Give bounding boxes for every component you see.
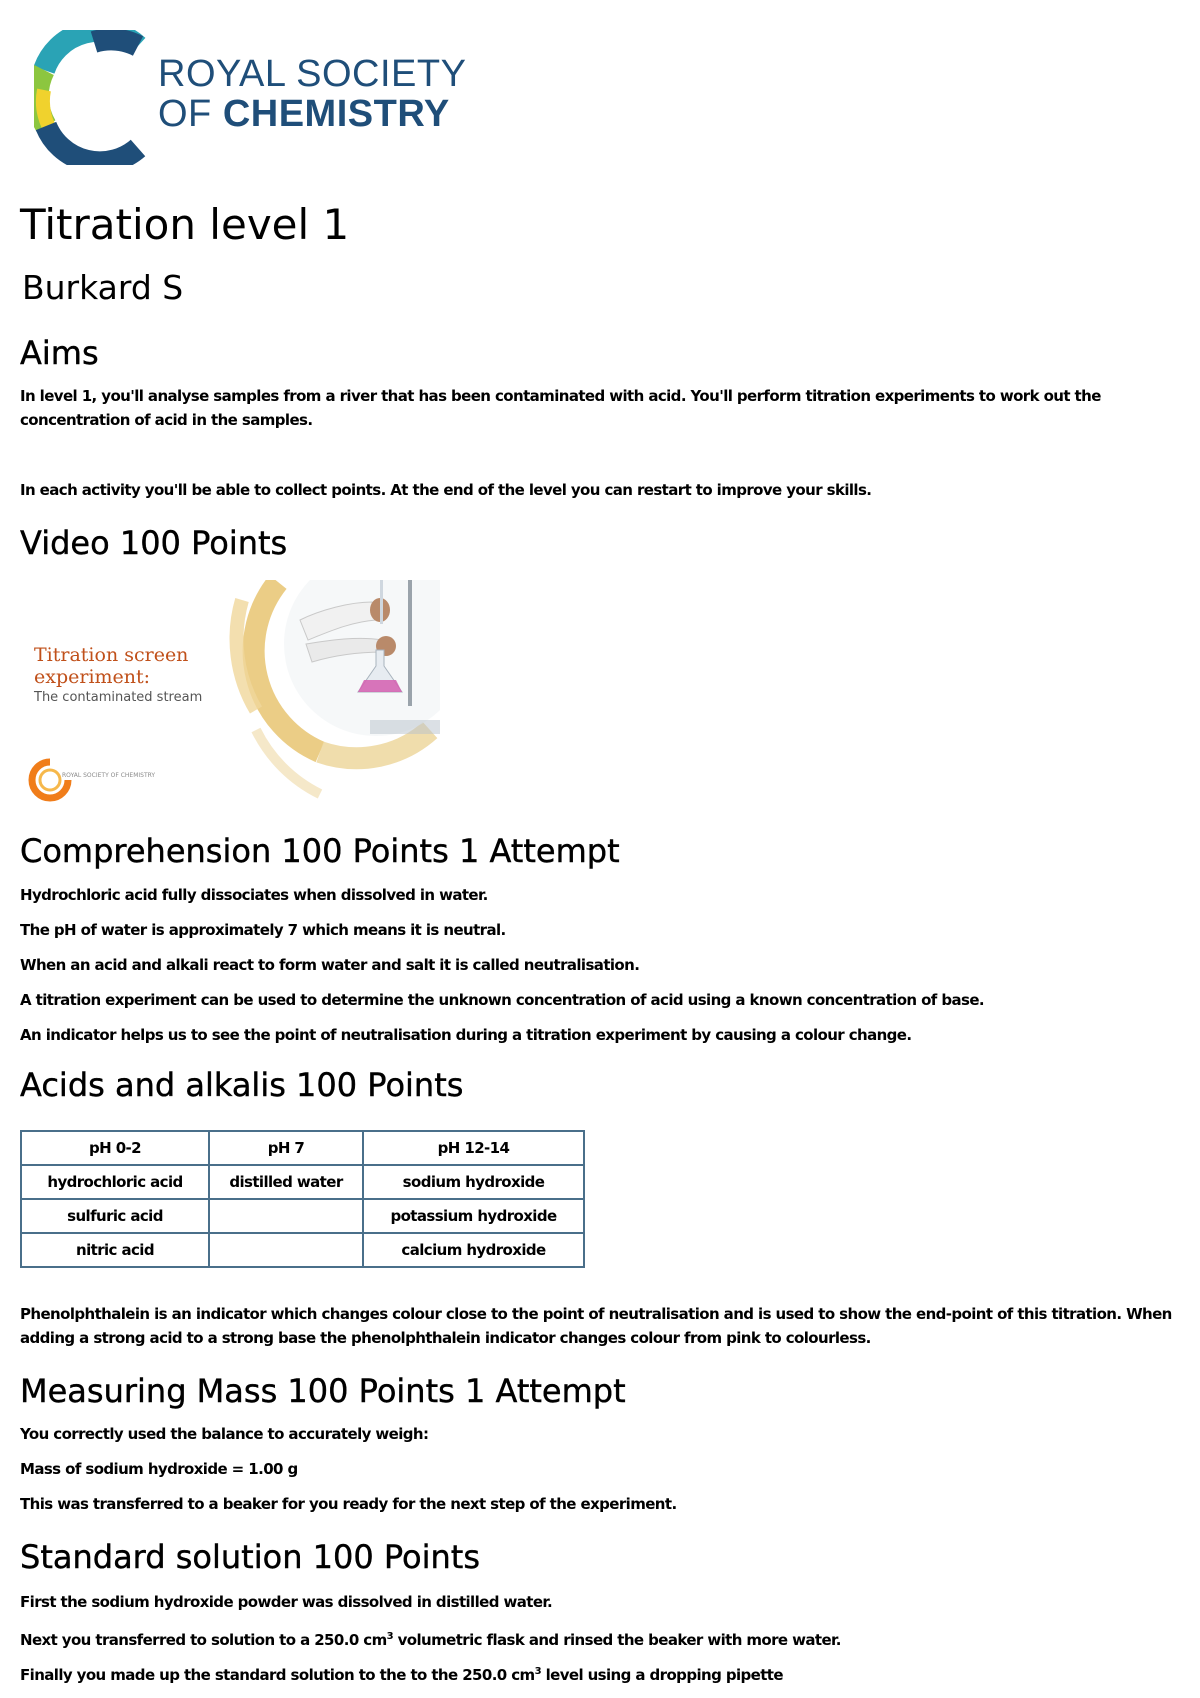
video-thumb-title: Titration screen experiment: [34, 644, 189, 688]
standard-line-3-text-b: level using a dropping pipette [540, 1666, 783, 1684]
table-row [21, 1199, 584, 1233]
acids-alkalis-table [20, 1130, 585, 1268]
table-cell: sulfuric acid [21, 1199, 209, 1233]
standard-line-2 [20, 1625, 841, 1652]
standard-line-2-text-a: Next you transferred to solution to a 250.0 cm [20, 1631, 387, 1649]
standard-solution-heading: Standard solution 100 Points [20, 1538, 481, 1576]
video-thumb-logo-text: ROYAL SOCIETY OF CHEMISTRY [62, 772, 156, 779]
aims-heading: Aims [20, 334, 99, 372]
aims-paragraph-2: In each activity you'll be able to collect points. At the end of the level you can restart to improve your skills. [20, 481, 872, 499]
page-title: Titration level 1 [20, 200, 350, 249]
mass-heading: Measuring Mass 100 Points 1 Attempt [20, 1372, 626, 1410]
table-cell [209, 1199, 363, 1233]
superscript: 3 [534, 1666, 541, 1677]
table-cell: potassium hydroxide [363, 1199, 584, 1233]
mass-line-1: You correctly used the balance to accurately weigh: [20, 1425, 429, 1443]
logo-line-2 [158, 94, 466, 134]
table-header-cell: pH 0-2 [21, 1131, 209, 1165]
table-header-cell: pH 12-14 [363, 1131, 584, 1165]
table-cell [209, 1233, 363, 1267]
comprehension-line-2: The pH of water is approximately 7 which means it is neutral. [20, 921, 506, 939]
superscript: 3 [386, 1631, 393, 1642]
table-cell: calcium hydroxide [363, 1233, 584, 1267]
standard-line-3-text-a: Finally you made up the standard solution to the to the 250.0 cm [20, 1666, 535, 1684]
logo-line-1: ROYAL SOCIETY [158, 53, 467, 95]
author-name: Burkard S [22, 268, 184, 307]
table-row [21, 1165, 584, 1199]
video-thumbnail[interactable] [20, 580, 440, 812]
comprehension-line-3: When an acid and alkali react to form water and salt it is called neutralisation. [20, 956, 640, 974]
table-cell: nitric acid [21, 1233, 209, 1267]
logo-line-2-bold: CHEMISTRY [222, 93, 450, 135]
table-row [21, 1233, 584, 1267]
mass-line-3: This was transferred to a beaker for you ready for the next step of the experiment. [20, 1495, 677, 1513]
comprehension-line-5: An indicator helps us to see the point of neutralisation during a titration experiment by causing a colour change. [20, 1026, 912, 1044]
video-thumb-subtitle: The contaminated stream [34, 690, 203, 705]
standard-line-2-text-b: volumetric flask and rinsed the beaker with more water. [392, 1631, 841, 1649]
video-heading: Video 100 Points [20, 524, 288, 562]
acids-heading: Acids and alkalis 100 Points [20, 1066, 464, 1104]
mass-line-2: Mass of sodium hydroxide = 1.00 g [20, 1460, 298, 1478]
comprehension-line-4: A titration experiment can be used to determine the unknown concentration of acid using a known concentration of base. [20, 991, 985, 1009]
standard-line-1: First the sodium hydroxide powder was dissolved in distilled water. [20, 1593, 553, 1611]
rsc-logo-mark-icon [34, 30, 154, 165]
comprehension-line-1: Hydrochloric acid fully dissociates when dissolved in water. [20, 886, 488, 904]
phenolphthalein-paragraph: Phenolphthalein is an indicator which changes colour close to the point of neutralisation and is used to show the end-point of this titration. When adding a strong acid to a strong base the phenolphthalein indicator changes colour from pink to colourless. [20, 1305, 1172, 1347]
table-cell: distilled water [209, 1165, 363, 1199]
comprehension-heading: Comprehension 100 Points 1 Attempt [20, 832, 620, 870]
logo-wordmark [158, 54, 466, 134]
logo-line-2-prefix: OF [158, 93, 223, 135]
aims-paragraph-1: In level 1, you'll analyse samples from a river that has been contaminated with acid. You'll perform titration experiments to work out the concentration of acid in the samples. [20, 387, 1101, 429]
table-header-cell: pH 7 [209, 1131, 363, 1165]
table-header-row [21, 1131, 584, 1165]
table-cell: sodium hydroxide [363, 1165, 584, 1199]
rsc-logo [34, 30, 504, 165]
table-cell: hydrochloric acid [21, 1165, 209, 1199]
standard-line-3 [20, 1660, 783, 1687]
